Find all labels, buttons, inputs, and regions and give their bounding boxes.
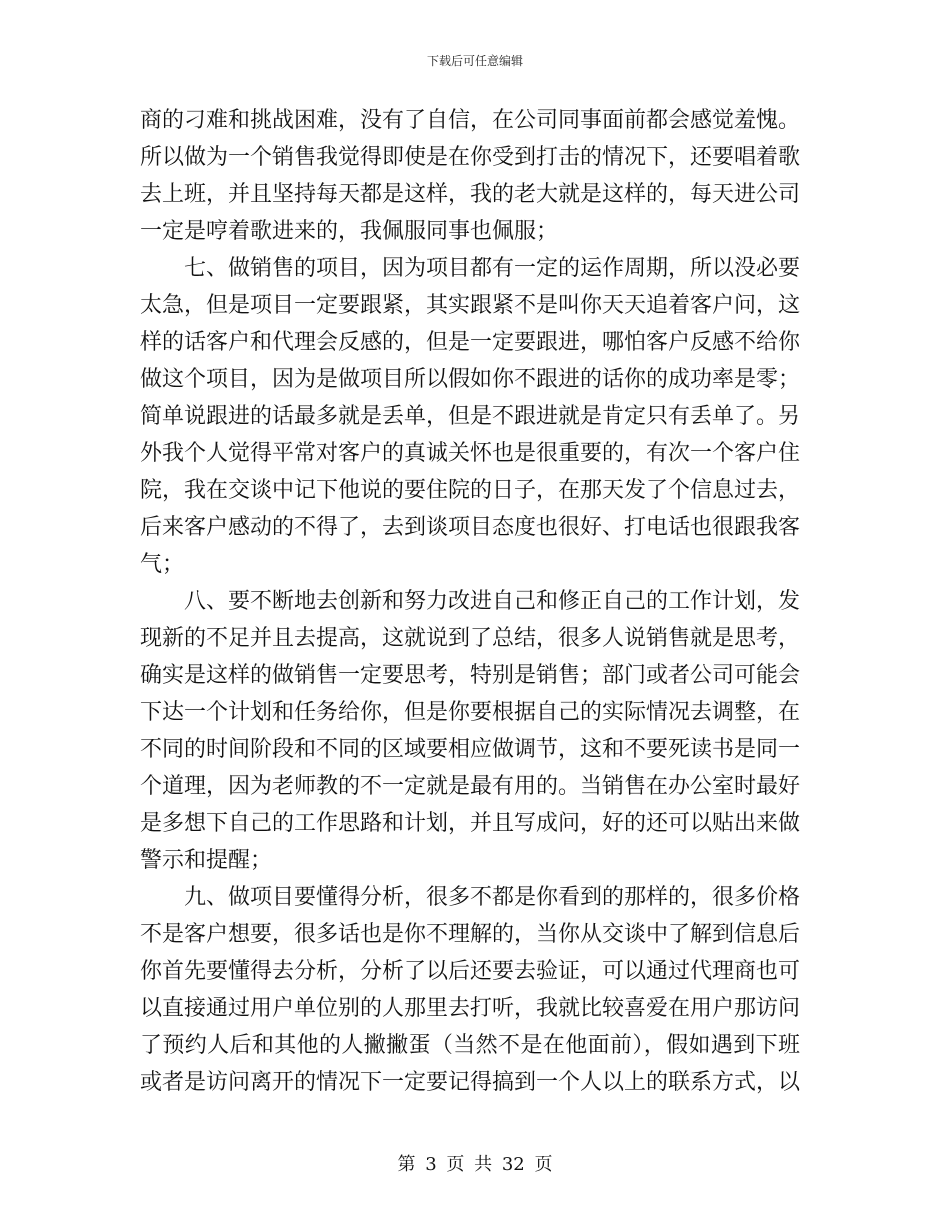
text-line: 去上班，并且坚持每天都是这样，我的老大就是这样的，每天进公司 (140, 182, 801, 207)
text-line: 是多想下自己的工作思路和计划，并且写成问，好的还可以贴出来做 (140, 811, 801, 836)
text-line: 所以做为一个销售我觉得即使是在你受到打击的情况下，还要唱着歌 (140, 145, 801, 170)
text-line: 确实是这样的做销售一定要思考，特别是销售；部门或者公司可能会 (140, 663, 801, 688)
text-line: 气； (140, 552, 185, 577)
page-header: 下载后可任意编辑 (426, 54, 523, 68)
document-body (140, 102, 800, 1101)
text-line: 以直接通过用户单位别的人那里去打听，我就比较喜爱在用户那访问 (140, 996, 801, 1021)
text-line: 院，我在交谈中记下他说的要住院的日子，在那天发了个信息过去， (140, 478, 801, 503)
text-line: 九、做项目要懂得分析，很多不都是你看到的那样的，很多价格 (184, 885, 801, 910)
text-line: 太急，但是项目一定要跟紧，其实跟紧不是叫你天天追着客户问，这 (140, 293, 801, 318)
text-line: 八、要不断地去创新和努力改进自己和修正自己的工作计划，发 (184, 589, 801, 614)
text-line: 了预约人后和其他的人撇撇蛋（当然不是在他面前），假如遇到下班 (140, 1033, 800, 1058)
text-line: 现新的不足并且去提高，这就说到了总结，很多人说销售就是思考， (140, 626, 801, 651)
text-line: 警示和提醒； (140, 848, 273, 873)
text-line: 或者是访问离开的情况下一定要记得搞到一个人以上的联系方式，以 (140, 1070, 801, 1095)
text-line: 外我个人觉得平常对客户的真诚关怀也是很重要的，有次一个客户住 (140, 441, 801, 466)
text-line: 不是客户想要，很多话也是你不理解的，当你从交谈中了解到信息后 (140, 922, 801, 947)
text-line: 商的刁难和挑战困难，没有了自信，在公司同事面前都会感觉羞愧。 (140, 108, 801, 133)
text-line: 你首先要懂得去分析，分析了以后还要去验证，可以通过代理商也可 (140, 959, 801, 984)
text-line: 个道理，因为老师教的不一定就是最有用的。当销售在办公室时最好 (140, 774, 801, 799)
text-line: 下达一个计划和任务给你，但是你要根据自己的实际情况去调整，在 (140, 700, 801, 725)
text-line: 做这个项目，因为是做项目所以假如你不跟进的话你的成功率是零； (140, 367, 801, 392)
text-line: 一定是哼着歌进来的，我佩服同事也佩服； (140, 219, 559, 244)
page-number-footer: 第 3 页 共 32 页 (397, 1154, 553, 1175)
text-line: 简单说跟进的话最多就是丢单，但是不跟进就是肯定只有丢单了。另 (140, 404, 801, 429)
text-line: 后来客户感动的不得了，去到谈项目态度也很好、打电话也很跟我客 (140, 515, 801, 540)
text-line: 样的话客户和代理会反感的，但是一定要跟进，哪怕客户反感不给你 (140, 330, 801, 355)
text-line: 不同的时间阶段和不同的区域要相应做调节，这和不要死读书是同一 (140, 737, 801, 762)
text-line: 七、做销售的项目，因为项目都有一定的运作周期，所以没必要 (184, 256, 801, 281)
